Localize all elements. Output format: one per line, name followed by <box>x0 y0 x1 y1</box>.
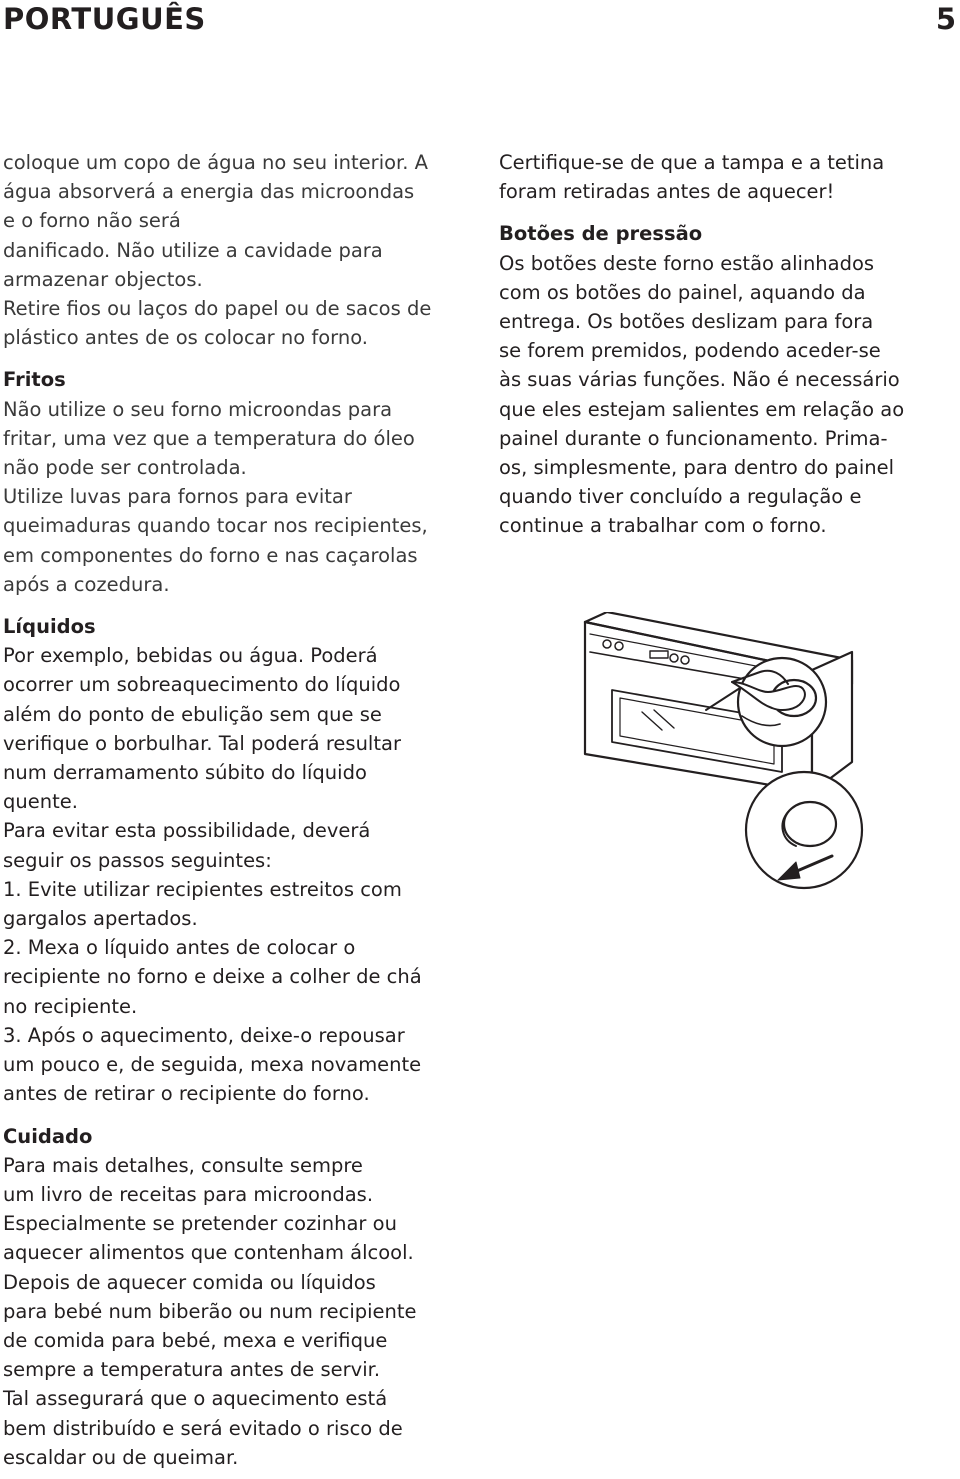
text-line: um pouco e, de seguida, mexa novamente <box>3 1053 422 1077</box>
section-heading-fritos: Fritos <box>3 368 66 392</box>
text-line: Para evitar esta possibilidade, deverá <box>3 819 371 843</box>
text-line: os, simplesmente, para dentro do painel <box>499 456 895 480</box>
section-heading-cuidado: Cuidado <box>3 1124 93 1148</box>
text-line: após a cozedura. <box>3 572 170 596</box>
text-line: Não utilize o seu forno microondas para <box>3 397 393 421</box>
text-line: Especialmente se pretender cozinhar ou <box>3 1212 397 1236</box>
text-line: foram retiradas antes de aquecer! <box>499 180 835 204</box>
text-line: quente. <box>3 790 78 814</box>
text-line: Depois de aquecer comida ou líquidos <box>3 1270 376 1294</box>
text-line: e o forno não será <box>3 209 181 233</box>
text-line: 1. Evite utilizar recipientes estreitos com <box>3 877 402 901</box>
text-line: armazenar objectos. <box>3 267 203 291</box>
section-body-botoes <box>499 249 959 541</box>
text-line: antes de retirar o recipiente do forno. <box>3 1082 370 1106</box>
text-line: Por exemplo, bebidas ou água. Poderá <box>3 644 378 668</box>
text-line: coloque um copo de água no seu interior. A <box>3 151 429 174</box>
text-line: recipiente no forno e deixe a colher de chá <box>3 965 422 989</box>
page-number: 5 <box>935 2 956 36</box>
text-line: painel durante o funcionamento. Prima- <box>499 426 888 450</box>
text-line: fritar, uma vez que a temperatura do óleo <box>3 426 415 450</box>
extended-button-arrow-icon <box>746 772 862 888</box>
text-line: entrega. Os botões deslizam para fora <box>499 310 874 334</box>
page-header <box>0 0 960 46</box>
text-line: sempre a temperatura antes de servir. <box>3 1358 381 1382</box>
text-line: verifique o borbulhar. Tal poderá resultar <box>3 731 401 755</box>
text-line: continue a trabalhar com o forno. <box>499 514 827 538</box>
text-line: que eles estejam salientes em relação ao <box>499 397 905 421</box>
text-line: para bebé num biberão ou num recipiente <box>3 1299 417 1323</box>
section-heading-botoes: Botões de pressão <box>499 222 703 246</box>
intro-paragraph <box>3 148 473 352</box>
text-line: Retire fios ou laços do papel ou de sacos de <box>3 297 432 321</box>
text-line: gargalos apertados. <box>3 907 198 931</box>
text-line: quando tiver concluído a regulação e <box>499 485 862 509</box>
left-column <box>3 148 473 1472</box>
text-line: seguir os passos seguintes: <box>3 848 272 872</box>
text-line: no recipiente. <box>3 994 138 1018</box>
section-body-liquidos <box>3 641 473 1108</box>
text-line: plástico antes de os colocar no forno. <box>3 326 368 350</box>
text-line: às suas várias funções. Não é necessário <box>499 368 900 392</box>
text-line: Os botões deste forno estão alinhados <box>499 251 875 275</box>
text-line: Utilize luvas para fornos para evitar <box>3 485 352 509</box>
text-line: além do ponto de ebulição sem que se <box>3 702 382 726</box>
intro-paragraph <box>499 148 959 206</box>
text-line: Para mais detalhes, consulte sempre <box>3 1153 363 1177</box>
text-line: queimaduras quando tocar nos recipientes, <box>3 514 428 538</box>
text-line: danificado. Não utilize a cavidade para <box>3 238 383 262</box>
text-line: 2. Mexa o líquido antes de colocar o <box>3 936 356 960</box>
text-line: se forem premidos, podendo aceder-se <box>499 339 881 363</box>
text-line: de comida para bebé, mexa e verifique <box>3 1328 388 1352</box>
right-column <box>499 148 959 541</box>
text-line: água absorverá a energia das microondas <box>3 180 415 204</box>
text-line: num derramamento súbito do líquido <box>3 761 367 785</box>
section-body-fritos <box>3 395 473 599</box>
text-line: escaldar ou de queimar. <box>3 1445 239 1469</box>
text-line: aquecer alimentos que contenham álcool. <box>3 1241 414 1265</box>
text-line: não pode ser controlada. <box>3 456 247 480</box>
text-line: ocorrer um sobreaquecimento do líquido <box>3 673 401 697</box>
text-line: com os botões do painel, aquando da <box>499 280 866 304</box>
text-line: em componentes do forno e nas caçarolas <box>3 543 418 567</box>
oven-push-button-illustration <box>582 612 872 904</box>
text-line: um livro de receitas para microondas. <box>3 1182 374 1206</box>
text-line: bem distribuído e será evitado o risco de <box>3 1416 403 1440</box>
text-line: Tal assegurará que o aquecimento está <box>3 1387 388 1411</box>
text-line: Certifique-se de que a tampa e a tetina <box>499 151 885 174</box>
text-line: 3. Após o aquecimento, deixe-o repousar <box>3 1023 405 1047</box>
language-title: PORTUGUÊS <box>3 2 206 36</box>
section-heading-liquidos: Líquidos <box>3 615 96 639</box>
section-body-cuidado <box>3 1151 473 1472</box>
